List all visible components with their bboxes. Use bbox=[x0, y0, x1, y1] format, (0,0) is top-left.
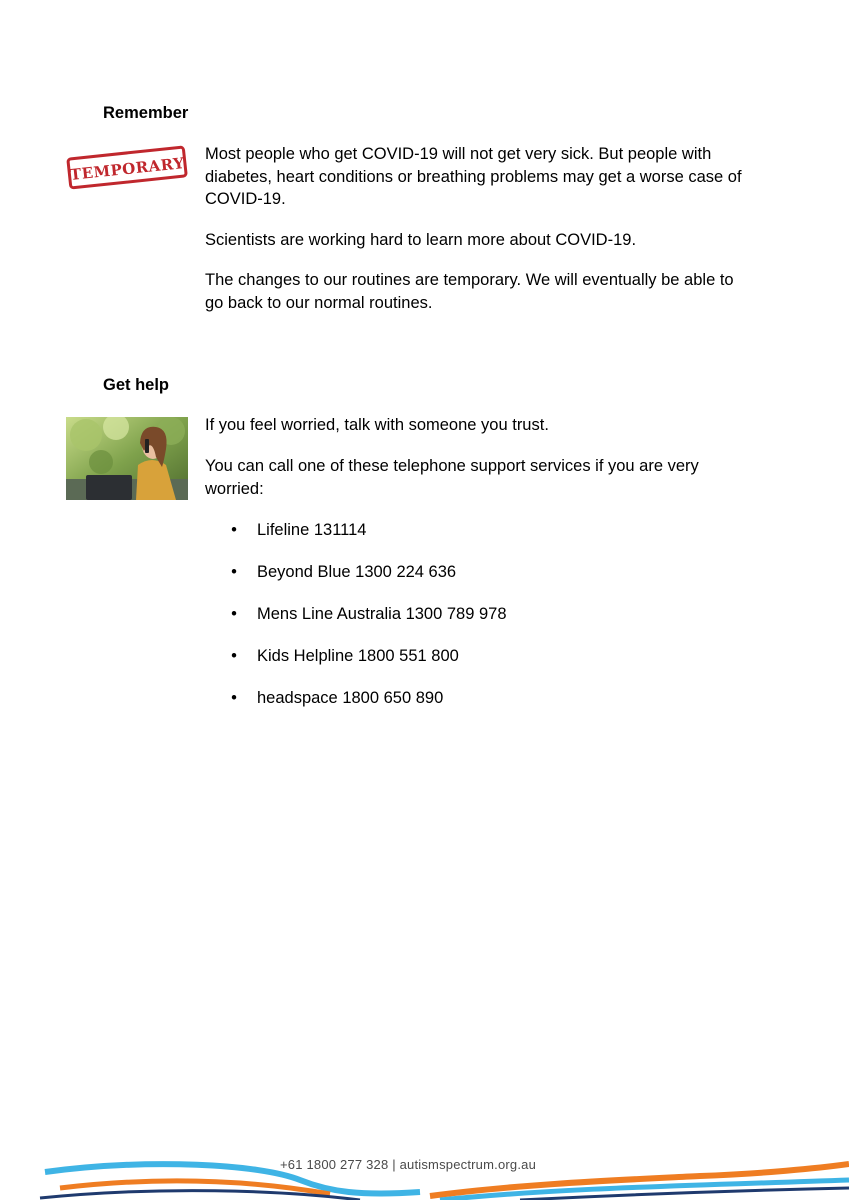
footer-contact: +61 1800 277 328 | autismspectrum.org.au bbox=[280, 1157, 537, 1172]
section-heading-get-help: Get help bbox=[103, 376, 170, 394]
remember-paragraph-2: Scientists are working hard to learn more about COVID-19. bbox=[205, 231, 637, 249]
bullet-icon: • bbox=[231, 689, 237, 707]
list-item bbox=[228, 561, 728, 603]
remember-paragraph-1: Most people who get COVID-19 will not get very sick. But people with diabetes, heart conditions or breathing problems may get a worse case of COVID-19. bbox=[205, 145, 742, 208]
bullet-icon: • bbox=[231, 521, 237, 539]
section-heading-remember: Remember bbox=[103, 104, 189, 122]
remember-paragraph-3: The changes to our routines are temporary. We will eventually be able to go back to our normal routines. bbox=[205, 271, 734, 312]
service-headspace: headspace 1800 650 890 bbox=[257, 689, 444, 707]
service-lifeline: Lifeline 131114 bbox=[257, 521, 367, 539]
woman-on-phone-photo bbox=[66, 417, 188, 500]
stamp-text: TEMPORARY bbox=[69, 154, 186, 184]
bullet-icon: • bbox=[231, 647, 237, 665]
support-services-list bbox=[228, 519, 728, 729]
service-mens-line: Mens Line Australia 1300 789 978 bbox=[257, 605, 507, 623]
temporary-stamp-icon bbox=[64, 144, 190, 190]
bullet-icon: • bbox=[231, 563, 237, 581]
bullet-icon: • bbox=[231, 605, 237, 623]
list-item bbox=[228, 603, 728, 645]
get-help-paragraph-2: You can call one of these telephone support services if you are very worried: bbox=[205, 457, 699, 498]
list-item bbox=[228, 645, 728, 687]
list-item bbox=[228, 519, 728, 561]
service-kids-helpline: Kids Helpline 1800 551 800 bbox=[257, 647, 459, 665]
list-item bbox=[228, 687, 728, 729]
service-beyond-blue: Beyond Blue 1300 224 636 bbox=[257, 563, 457, 581]
get-help-paragraph-1: If you feel worried, talk with someone you trust. bbox=[205, 416, 549, 434]
